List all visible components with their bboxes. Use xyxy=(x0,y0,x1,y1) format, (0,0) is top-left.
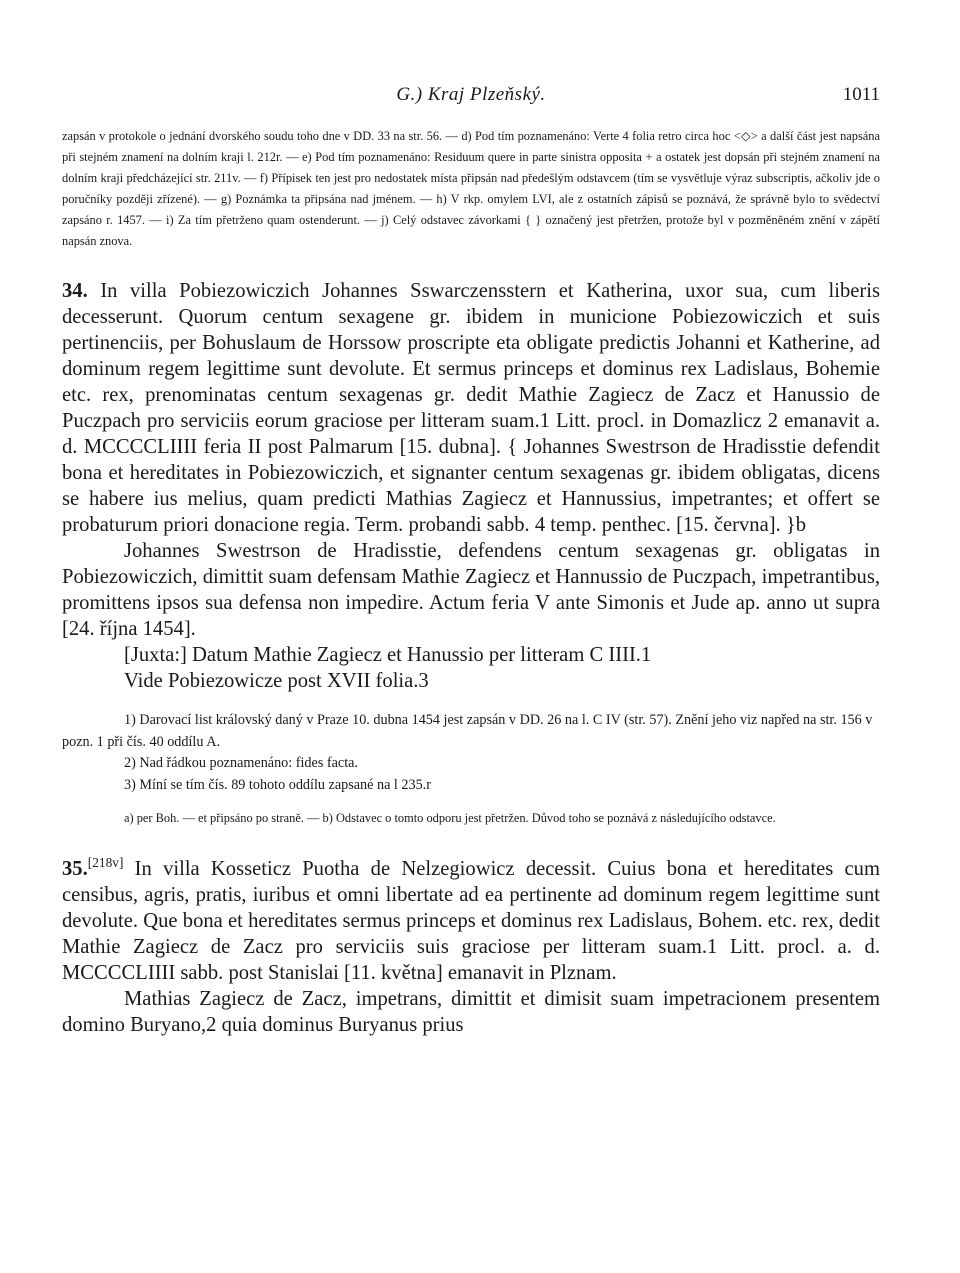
page-number: 1011 xyxy=(842,84,880,105)
entry-34-paragraph-2: Johannes Swestrson de Hradisstie, defendens centum sexagenas gr. obligatas in Pobiezowiczich, dimittit suam defensam Mathie Zagiecz et Hannussio de Puczpach, impetrantibus, promittens ipsos sua defensa non impedire. Actum feria V ante Simonis et Jude ap. anno ut supra [24. října 1454]. xyxy=(62,540,880,640)
footnote-1: 1) Darovací list královský daný v Praze 10. dubna 1454 jest zapsán v DD. 26 na l. C IV (str. 57). Znění jeho viz napřed na str. 156 v pozn. 1 při čís. 40 oddílu A. xyxy=(62,712,873,750)
running-title: G.) Kraj Plzeňský. xyxy=(396,84,546,105)
entry-34-text-1: In villa Pobiezowiczich Johannes Sswarczensstern et Katherina, uxor sua, cum liberis decesserunt. Quorum centum sexagene gr. ibidem in municione Pobiezowiczich et suis pertinenciis, per Bohuslaum de Horssow proscripte eta obligate predictis Johanni et Katherine, ad dominum regem legittime sunt devolute. Et sermus princeps et dominus rex Ladislaus, Bohemie etc. rex, prenominatas centum sexagenas gr. dedit Mathie Zagiecz de Zacz et Hanussio de Puczpach pro serviciis eorum graciose per litteram suam.1 Litt. procl. in Domazlicz 2 emanavit a. d. MCCCCLIIII feria II post Palmarum [15. dubna]. { Johannes Swestrson de Hradisstie defendit bona et hereditates in Pobiezowiczich, et signanter centum sexagenas gr. ibidem obligatas, dicens se habere ius melius, quam predicti Mathias Zagiecz et Hannussius, impetrantes; et offert se probaturum priori donacione regia. Term. probandi sabb. 4 temp. penthec. [15. června]. }b xyxy=(62,280,881,536)
continued-footnotes-text: zapsán v protokole o jednání dvorského soudu toho dne v DD. 33 na str. 56. — d) Pod tím poznamenáno: Verte 4 folia retro circa hoc <◇> a další část jest napsána při stejném znamení na dolním kraji l. 212r. — e) Pod tím poznamenáno: Residuum quere in parte sinistra opposita + a ostatek jest dopsán při stejném znamení na dolním kraji předcházející str. 211v. — f) Přípisek ten jest pro nedostatek místa připsán nad předešlým odstavcem (tím se vysvětluje výraz subscriptis, ačkoliv jde o poručníky později zřízené). — g) Poznámka ta připsána nad jménem. — h) V rkp. omylem LVI, ale z ostatních zápisů se poznává, že správně bylo to svědectví zapsáno r. 1457. — i) Za tím přetrženo quam ostenderunt. — j) Celý odstavec závorkami { } označený jest přetržen, protože byl v pozměněném znění v zápětí napsán znova. xyxy=(62,129,880,248)
continued-footnotes xyxy=(62,126,880,252)
entry-34-vide: Vide Pobiezowicze post XVII folia.3 xyxy=(124,670,429,692)
document-page xyxy=(62,84,880,1038)
entry-35-paragraph-1 xyxy=(62,856,880,986)
entry-34 xyxy=(62,278,880,694)
footnotes-numbered xyxy=(62,710,880,796)
footnote-3: 3) Míní se tím čís. 89 tohoto oddílu zapsané na l 235.r xyxy=(124,776,431,793)
footnote-2: 2) Nad řádkou poznamenáno: fides facta. xyxy=(124,755,358,771)
entry-35-text-1: In villa Kosseticz Puotha de Nelzegiowicz decessit. Cuius bona et hereditates cum censibus, agris, pratis, iuribus et omni libertate ad ea pertinente ad dominum regem legittime sunt devolute. Que bona et hereditates sermus princeps et dominus rex Ladislaus, Bohem. etc. rex, dedit Mathie Zagiecz de Zacz pro serviciis suis graciose per litteram suam.1 Litt. procl. a. d. MCCCCLIIII sabb. post Stanislai [11. května] emanavit in Plznam. xyxy=(62,858,880,984)
entry-35-paragraph-2: Mathias Zagiecz de Zacz, impetrans, dimittit et dimisit suam impetracionem presentem domino Buryano,2 quia dominus Buryanus prius xyxy=(62,988,880,1036)
footnotes-lettered-text: a) per Boh. — et připsáno po straně. — b) Odstavec o tomto odporu jest přetržen. Důvod toho se poznává z následujícího odstavce. xyxy=(124,811,776,825)
entry-34-juxta: [Juxta:] Datum Mathie Zagiecz et Hanussio per litteram C IIII.1 xyxy=(124,644,652,666)
entry-34-number: 34. xyxy=(62,280,88,302)
page-header xyxy=(62,84,880,114)
footnotes-lettered xyxy=(62,808,880,828)
entry-34-paragraph-1 xyxy=(62,278,880,538)
entry-35 xyxy=(62,856,880,1038)
folio-marker: [218v] xyxy=(87,855,124,871)
entry-35-number: 35. xyxy=(62,858,88,880)
